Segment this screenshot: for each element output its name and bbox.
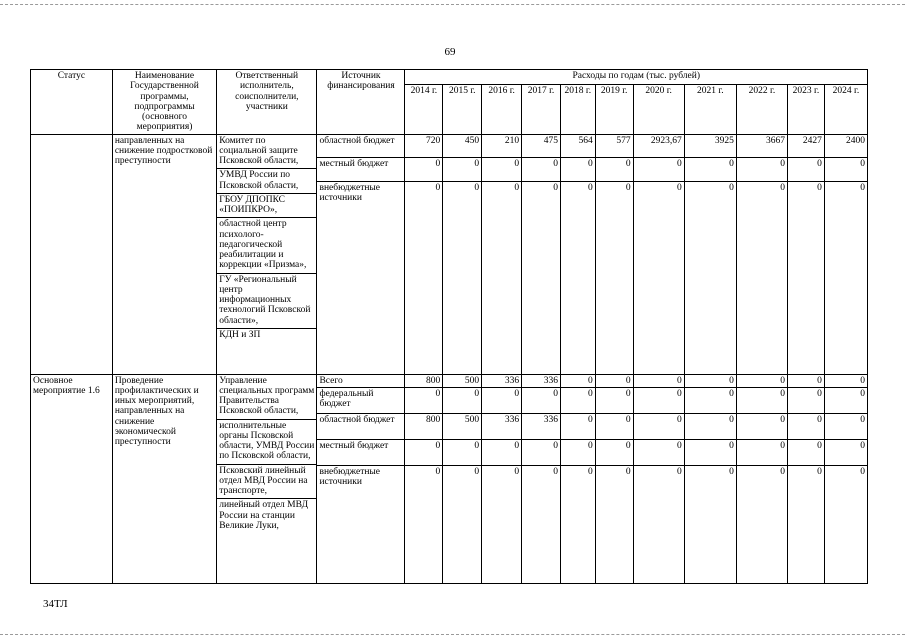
value-cell: 0 xyxy=(633,374,684,387)
value-cell: 0 xyxy=(595,157,633,181)
header-expenses: Расходы по годам (тыс. рублей) xyxy=(405,70,868,85)
value-cell: 0 xyxy=(560,374,595,387)
value-cell: 0 xyxy=(595,387,633,413)
source-cell: местный бюджет xyxy=(317,157,405,181)
value-cell: 0 xyxy=(788,181,825,374)
value-cell: 0 xyxy=(736,157,787,181)
responsible-line: ГБОУ ДПОПКС «ПОИПКРО», xyxy=(217,193,316,216)
value-cell: 0 xyxy=(595,181,633,374)
value-cell: 0 xyxy=(633,465,684,583)
value-cell: 0 xyxy=(560,439,595,465)
value-cell: 0 xyxy=(405,157,443,181)
value-cell: 0 xyxy=(684,181,736,374)
value-cell: 0 xyxy=(482,387,522,413)
value-cell: 0 xyxy=(522,387,561,413)
table-row xyxy=(31,374,868,387)
value-cell: 0 xyxy=(405,439,443,465)
header-year: 2020 г. xyxy=(633,84,684,134)
value-cell: 0 xyxy=(443,439,482,465)
value-cell: 336 xyxy=(522,374,561,387)
source-cell: внебюджетные источники xyxy=(317,181,405,374)
value-cell: 0 xyxy=(684,439,736,465)
value-cell: 2923,67 xyxy=(633,134,684,157)
value-cell: 0 xyxy=(443,387,482,413)
header-year: 2017 г. xyxy=(522,84,561,134)
header-responsible: Ответственный исполнитель, соисполнители, участники xyxy=(217,70,317,135)
header-year: 2018 г. xyxy=(560,84,595,134)
responsible-line: областной центр психолого-педагогической реабилитации и коррекции «Призма», xyxy=(217,217,316,270)
value-cell: 0 xyxy=(522,439,561,465)
responsible-line: УМВД России по Псковской области, xyxy=(217,168,316,191)
value-cell: 475 xyxy=(522,134,561,157)
value-cell: 0 xyxy=(560,387,595,413)
source-cell: внебюджетные источники xyxy=(317,465,405,583)
value-cell: 0 xyxy=(560,157,595,181)
value-cell: 0 xyxy=(684,413,736,439)
value-cell: 0 xyxy=(824,413,867,439)
value-cell: 0 xyxy=(482,157,522,181)
value-cell: 0 xyxy=(824,387,867,413)
responsible-line: Управление специальных программ Правительства Псковской области, xyxy=(219,375,315,417)
value-cell: 0 xyxy=(824,465,867,583)
responsible-line: линейный отдел МВД России на станции Великие Луки, xyxy=(217,498,316,531)
source-cell: федеральный бюджет xyxy=(317,387,405,413)
header-year: 2022 г. xyxy=(736,84,787,134)
scan-edge-top xyxy=(0,4,905,5)
header-year: 2014 г. xyxy=(405,84,443,134)
header-year: 2023 г. xyxy=(788,84,825,134)
value-cell: 0 xyxy=(684,374,736,387)
responsible-line: Псковский линейный отдел МВД России на транспорте, xyxy=(217,464,316,497)
value-cell: 800 xyxy=(405,413,443,439)
responsible-line: ГУ «Региональный центр информационных технологий Псковской области», xyxy=(217,273,316,326)
value-cell: 0 xyxy=(443,181,482,374)
value-cell: 0 xyxy=(824,157,867,181)
value-cell: 0 xyxy=(405,181,443,374)
value-cell: 0 xyxy=(736,181,787,374)
table-row xyxy=(31,134,868,157)
value-cell: 0 xyxy=(633,181,684,374)
value-cell: 0 xyxy=(482,439,522,465)
value-cell: 0 xyxy=(405,465,443,583)
value-cell: 0 xyxy=(736,387,787,413)
value-cell: 0 xyxy=(788,374,825,387)
value-cell: 0 xyxy=(560,181,595,374)
status-cell xyxy=(31,134,113,374)
value-cell: 0 xyxy=(522,157,561,181)
value-cell: 0 xyxy=(595,465,633,583)
value-cell: 0 xyxy=(736,413,787,439)
footer-code: 34ТЛ xyxy=(43,598,68,610)
header-year: 2021 г. xyxy=(684,84,736,134)
value-cell: 0 xyxy=(405,387,443,413)
value-cell: 0 xyxy=(595,413,633,439)
value-cell: 577 xyxy=(595,134,633,157)
value-cell: 336 xyxy=(482,374,522,387)
value-cell: 0 xyxy=(788,387,825,413)
value-cell: 0 xyxy=(595,439,633,465)
value-cell: 0 xyxy=(522,181,561,374)
responsible-cell xyxy=(217,134,317,374)
value-cell: 500 xyxy=(443,413,482,439)
value-cell: 0 xyxy=(736,465,787,583)
header-year: 2015 г. xyxy=(443,84,482,134)
value-cell: 0 xyxy=(788,439,825,465)
page-number: 69 xyxy=(444,46,456,58)
value-cell: 0 xyxy=(788,157,825,181)
value-cell: 0 xyxy=(633,387,684,413)
status-cell: Основное мероприятие 1.6 xyxy=(31,374,113,583)
value-cell: 0 xyxy=(788,413,825,439)
responsible-line: КДН и ЗП xyxy=(217,328,316,340)
responsible-line: исполнительные органы Псковской области, УМВД России по Псковской области, xyxy=(217,419,316,462)
value-cell: 0 xyxy=(482,181,522,374)
header-program-name: Наименование Государственной программы, подпрограммы (основного мероприятия) xyxy=(112,70,216,135)
value-cell: 0 xyxy=(595,374,633,387)
value-cell: 0 xyxy=(824,181,867,374)
program-name-cell: Проведение профилактических и иных мероприятий, направленных на снижение экономической преступности xyxy=(112,374,216,583)
scan-edge-bottom xyxy=(0,634,905,635)
value-cell: 0 xyxy=(736,374,787,387)
value-cell: 0 xyxy=(633,439,684,465)
value-cell: 0 xyxy=(443,465,482,583)
value-cell: 450 xyxy=(443,134,482,157)
value-cell: 3925 xyxy=(684,134,736,157)
responsible-line: Комитет по социальной защите Псковской области, xyxy=(219,135,299,166)
value-cell: 0 xyxy=(824,439,867,465)
value-cell: 2400 xyxy=(824,134,867,157)
value-cell: 2427 xyxy=(788,134,825,157)
value-cell: 0 xyxy=(684,157,736,181)
value-cell: 0 xyxy=(522,465,561,583)
value-cell: 0 xyxy=(684,387,736,413)
value-cell: 0 xyxy=(684,465,736,583)
source-cell: областной бюджет xyxy=(317,134,405,157)
value-cell: 0 xyxy=(443,157,482,181)
source-cell: Всего xyxy=(317,374,405,387)
value-cell: 336 xyxy=(522,413,561,439)
value-cell: 564 xyxy=(560,134,595,157)
header-source: Источник финансирования xyxy=(317,70,405,135)
value-cell: 0 xyxy=(560,413,595,439)
value-cell: 500 xyxy=(443,374,482,387)
source-cell: местный бюджет xyxy=(317,439,405,465)
value-cell: 0 xyxy=(788,465,825,583)
value-cell: 3667 xyxy=(736,134,787,157)
budget-table xyxy=(30,69,868,584)
header-year: 2019 г. xyxy=(595,84,633,134)
value-cell: 0 xyxy=(633,413,684,439)
source-cell: областной бюджет xyxy=(317,413,405,439)
header-status: Статус xyxy=(31,70,113,135)
responsible-cell xyxy=(217,374,317,583)
value-cell: 336 xyxy=(482,413,522,439)
value-cell: 720 xyxy=(405,134,443,157)
header-row xyxy=(31,70,868,85)
value-cell: 0 xyxy=(736,439,787,465)
program-name-cell: направленных на снижение подростковой преступности xyxy=(112,134,216,374)
value-cell: 0 xyxy=(482,465,522,583)
header-year: 2016 г. xyxy=(482,84,522,134)
value-cell: 210 xyxy=(482,134,522,157)
value-cell: 800 xyxy=(405,374,443,387)
header-year: 2024 г. xyxy=(824,84,867,134)
value-cell: 0 xyxy=(560,465,595,583)
value-cell: 0 xyxy=(633,157,684,181)
value-cell: 0 xyxy=(824,374,867,387)
